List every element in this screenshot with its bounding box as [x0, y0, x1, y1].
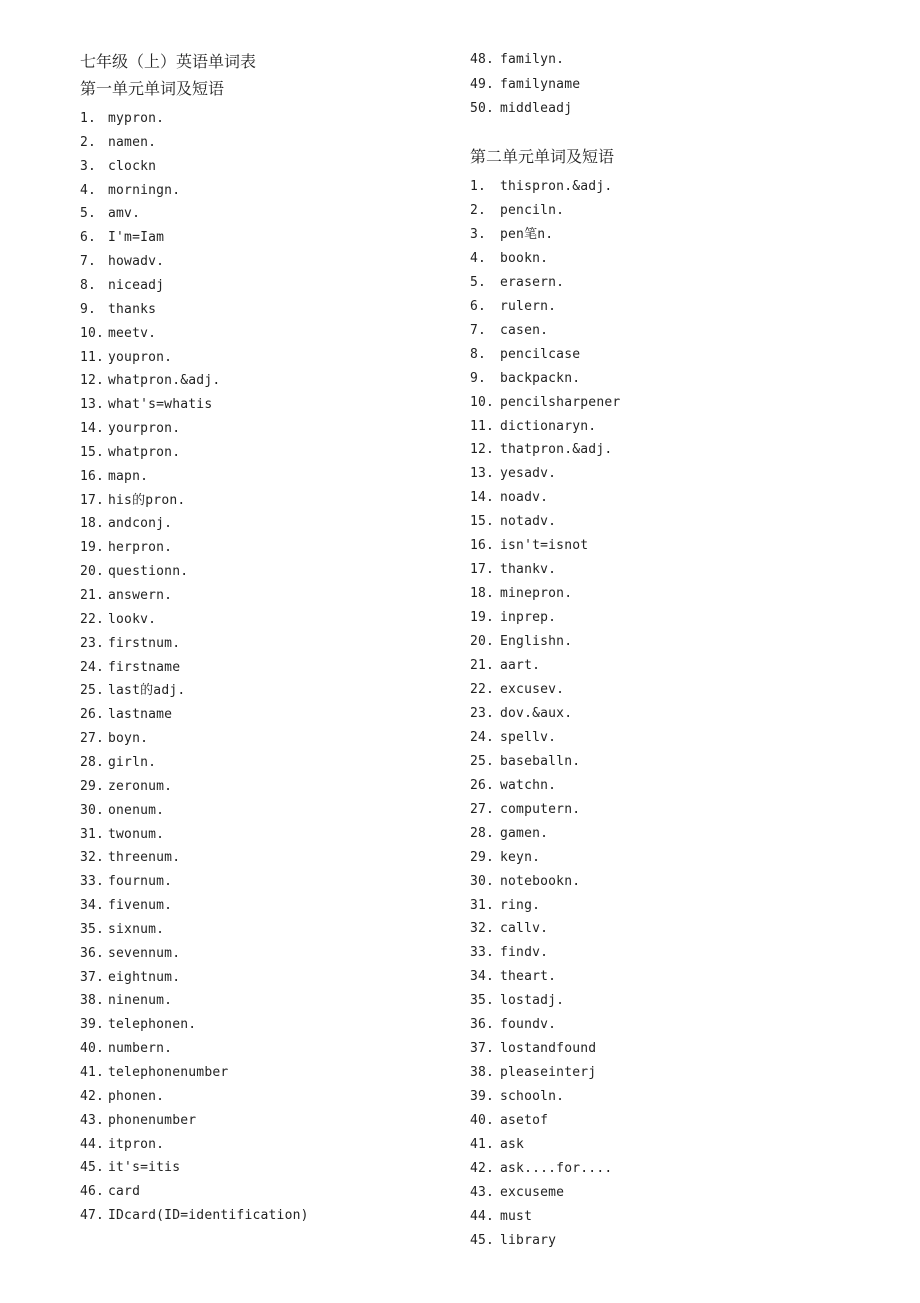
item-number: 49.	[470, 76, 495, 92]
item-word: thankv.	[500, 562, 557, 578]
word-list-item	[470, 1017, 556, 1033]
item-word: thatpron.&adj.	[500, 442, 613, 458]
item-word: minepron.	[500, 586, 573, 602]
word-list-item	[80, 421, 180, 437]
item-number: 11.	[80, 349, 105, 365]
word-list-item	[470, 52, 564, 68]
item-number: 24.	[80, 659, 105, 675]
word-list-item	[80, 898, 172, 914]
item-number: 32.	[80, 850, 105, 866]
item-word: fivenum.	[108, 898, 173, 914]
item-number: 2.	[470, 202, 487, 218]
item-word: mypron.	[108, 111, 165, 126]
item-word: telephonenumber	[108, 1065, 229, 1080]
item-word: notadv.	[500, 514, 557, 530]
item-number: 23.	[80, 635, 105, 651]
word-list-item	[470, 850, 540, 866]
item-number: 38.	[80, 993, 105, 1009]
item-number: 28.	[470, 825, 495, 841]
item-word: dictionaryn.	[500, 418, 597, 434]
item-word: watchn.	[500, 777, 557, 793]
item-number: 12.	[470, 442, 495, 458]
word-list-item	[470, 347, 580, 363]
item-word: lastname	[108, 707, 173, 723]
item-word: fournum.	[108, 874, 173, 890]
word-list-item	[80, 850, 180, 866]
word-list-item	[470, 203, 564, 219]
item-number: 48.	[470, 52, 495, 67]
item-word: yourpron.	[108, 421, 181, 437]
item-number: 43.	[470, 1184, 495, 1200]
word-list-item	[80, 206, 140, 222]
item-word: ring.	[500, 897, 541, 913]
item-word: bookn.	[500, 250, 549, 266]
item-word: theart.	[500, 969, 557, 985]
word-list-item	[470, 395, 620, 411]
word-list-item	[80, 660, 180, 676]
item-number: 30.	[470, 873, 495, 889]
word-list-item	[470, 945, 548, 961]
item-number: 25.	[80, 683, 105, 699]
item-number: 40.	[80, 1041, 105, 1057]
item-word: card	[108, 1184, 141, 1200]
word-list-item	[80, 827, 164, 843]
word-list-item	[80, 612, 156, 628]
word-list-item	[470, 1137, 524, 1153]
item-word: library	[500, 1232, 557, 1248]
word-list-item	[80, 946, 180, 962]
item-number: 6.	[80, 230, 97, 246]
item-number: 44.	[470, 1208, 495, 1224]
item-word: niceadj	[108, 277, 165, 293]
word-list-item	[80, 1089, 164, 1105]
item-number: 41.	[470, 1137, 495, 1152]
item-number: 22.	[470, 681, 495, 697]
word-list-item	[470, 658, 540, 674]
word-list-item	[470, 466, 556, 482]
item-word: middleadj	[500, 101, 573, 116]
item-number: 6.	[470, 298, 487, 314]
word-list-item	[470, 778, 556, 794]
word-list-item	[80, 1041, 172, 1057]
word-list-item	[470, 101, 572, 117]
item-number: 3.	[80, 158, 97, 174]
unit-1-heading: 第一单元单词及短语	[80, 79, 225, 98]
item-number: 33.	[470, 945, 495, 961]
item-number: 25.	[470, 753, 495, 769]
item-number: 15.	[80, 444, 105, 460]
word-list-item	[80, 803, 164, 819]
word-list-item	[470, 227, 553, 243]
word-list-item	[470, 1161, 612, 1177]
item-number: 22.	[80, 611, 105, 627]
word-list-item	[80, 636, 180, 652]
item-number: 43.	[80, 1112, 105, 1128]
item-number: 18.	[470, 586, 495, 602]
item-word: excuseme	[500, 1184, 565, 1200]
item-word: phonen.	[108, 1088, 165, 1104]
item-number: 17.	[80, 492, 105, 508]
item-number: 34.	[470, 969, 495, 985]
item-number: 40.	[470, 1113, 495, 1129]
item-number: 10.	[80, 325, 105, 341]
item-number: 50.	[470, 101, 495, 116]
item-word: casen.	[500, 322, 549, 338]
item-number: 7.	[80, 254, 97, 270]
item-word: excusev.	[500, 681, 565, 697]
word-list-item	[470, 969, 556, 985]
word-list-item	[470, 993, 564, 1009]
item-number: 41.	[80, 1065, 105, 1080]
item-word: dov.&aux.	[500, 705, 573, 721]
item-word: amv.	[108, 206, 141, 222]
item-number: 29.	[80, 778, 105, 794]
item-number: 35.	[470, 993, 495, 1009]
word-list-item	[470, 1209, 532, 1225]
word-list-item	[80, 707, 172, 723]
word-list-item	[80, 350, 172, 366]
word-list-item	[470, 419, 596, 435]
word-list-item	[80, 1017, 196, 1033]
word-list-item	[470, 77, 580, 93]
item-word: clockn	[108, 158, 157, 174]
item-number: 3.	[470, 226, 487, 242]
word-list-item	[470, 754, 580, 770]
item-word: thispron.&adj.	[500, 179, 613, 194]
item-word: inprep.	[500, 610, 557, 626]
word-list-item	[80, 683, 185, 699]
word-list-item	[80, 159, 156, 175]
item-number: 31.	[80, 826, 105, 842]
item-word: must	[500, 1208, 533, 1224]
word-list-item	[80, 993, 172, 1009]
item-word: questionn.	[108, 564, 189, 580]
item-word: pleaseinterj	[500, 1065, 597, 1081]
item-word: gamen.	[500, 825, 549, 841]
item-word: eightnum.	[108, 969, 181, 985]
item-number: 26.	[80, 707, 105, 723]
item-number: 26.	[470, 777, 495, 793]
item-word: phonenumber	[108, 1112, 197, 1128]
item-number: 42.	[80, 1088, 105, 1104]
word-list-item	[80, 1160, 180, 1176]
item-number: 20.	[470, 634, 495, 650]
item-number: 16.	[470, 538, 495, 554]
word-list-item	[80, 254, 164, 270]
item-number: 21.	[470, 658, 495, 673]
item-number: 16.	[80, 468, 105, 484]
word-list-item	[470, 1233, 556, 1249]
item-number: 4.	[470, 250, 487, 266]
item-number: 1.	[80, 111, 97, 126]
word-list-item	[470, 921, 548, 937]
word-list-item	[80, 135, 156, 151]
word-list-item	[80, 397, 212, 413]
word-list-item	[80, 373, 220, 389]
item-word: erasern.	[500, 274, 565, 290]
word-list-item	[470, 634, 572, 650]
item-word: howadv.	[108, 254, 165, 270]
word-list-item	[470, 802, 580, 818]
word-list-item	[470, 586, 572, 602]
item-number: 19.	[470, 610, 495, 626]
item-number: 24.	[470, 729, 495, 745]
item-number: 37.	[470, 1041, 495, 1057]
unit-2-heading: 第二单元单词及短语	[470, 147, 615, 166]
item-number: 15.	[470, 514, 495, 530]
item-number: 38.	[470, 1065, 495, 1081]
item-word: answern.	[108, 588, 173, 603]
word-list-item	[80, 493, 185, 509]
word-list-item	[470, 706, 572, 722]
word-list-item	[470, 874, 580, 890]
item-word: callv.	[500, 921, 549, 937]
word-list-item	[80, 302, 156, 318]
item-number: 1.	[470, 179, 487, 194]
item-word: herpron.	[108, 540, 173, 556]
item-number: 30.	[80, 802, 105, 818]
word-list-item	[470, 251, 548, 267]
item-word: meetv.	[108, 325, 157, 341]
word-list-item	[470, 730, 556, 746]
word-list-item	[80, 469, 148, 485]
item-word: sevennum.	[108, 945, 181, 961]
item-number: 28.	[80, 754, 105, 770]
item-word: spellv.	[500, 729, 557, 745]
item-number: 7.	[470, 322, 487, 338]
word-list-item	[470, 610, 556, 626]
item-word: youpron.	[108, 349, 173, 365]
item-number: 14.	[80, 421, 105, 437]
item-number: 12.	[80, 373, 105, 389]
item-word: twonum.	[108, 826, 165, 842]
item-word: yesadv.	[500, 466, 557, 482]
item-number: 37.	[80, 969, 105, 985]
item-word: what's=whatis	[108, 397, 213, 413]
item-word: boyn.	[108, 731, 149, 747]
word-list-item	[80, 540, 172, 556]
item-number: 33.	[80, 874, 105, 890]
item-word: lostadj.	[500, 993, 565, 1009]
item-number: 39.	[470, 1089, 495, 1105]
word-list-item	[80, 922, 164, 938]
item-word: Englishn.	[500, 634, 573, 650]
item-word: asetof	[500, 1113, 549, 1129]
item-word: morningn.	[108, 182, 181, 198]
word-list-item	[80, 779, 172, 795]
item-word: whatpron.&adj.	[108, 373, 221, 389]
word-list-item	[80, 230, 164, 246]
item-word: itpron.	[108, 1136, 165, 1152]
item-number: 29.	[470, 849, 495, 865]
word-list-item	[470, 490, 548, 506]
word-list-item	[470, 442, 612, 458]
word-list-item	[80, 111, 164, 127]
word-list-item	[80, 1065, 228, 1081]
item-number: 8.	[80, 277, 97, 293]
item-number: 9.	[80, 301, 97, 317]
word-list-item	[80, 1137, 164, 1153]
item-number: 32.	[470, 921, 495, 937]
item-number: 23.	[470, 705, 495, 721]
word-list-item	[470, 1065, 596, 1081]
item-number: 2.	[80, 134, 97, 150]
item-number: 36.	[470, 1017, 495, 1033]
item-word: ask....for....	[500, 1160, 613, 1176]
word-list-item	[470, 323, 548, 339]
word-list-item	[470, 898, 540, 914]
item-word: threenum.	[108, 850, 181, 866]
word-list-item	[470, 682, 564, 698]
item-word: sixnum.	[108, 921, 165, 937]
item-number: 8.	[470, 346, 487, 362]
word-list-item	[80, 874, 172, 890]
item-word: keyn.	[500, 849, 541, 865]
item-word: lookv.	[108, 611, 157, 627]
item-number: 5.	[470, 274, 487, 290]
item-number: 35.	[80, 921, 105, 937]
item-word: pencilsharpener	[500, 394, 621, 410]
item-word: zeronum.	[108, 778, 173, 794]
word-list-item	[80, 564, 188, 580]
item-word: computern.	[500, 801, 581, 817]
word-list-item	[470, 514, 556, 530]
item-word: firstname	[108, 659, 181, 675]
item-number: 45.	[470, 1232, 495, 1248]
item-word: findv.	[500, 945, 549, 961]
word-list-item	[80, 1184, 140, 1200]
item-word: notebookn.	[500, 873, 581, 889]
item-number: 10.	[470, 394, 495, 410]
item-word: it's=itis	[108, 1160, 181, 1176]
item-number: 27.	[80, 731, 105, 747]
item-number: 34.	[80, 898, 105, 914]
item-word: foundv.	[500, 1017, 557, 1033]
item-number: 47.	[80, 1208, 105, 1224]
word-list-item	[470, 1089, 564, 1105]
item-number: 45.	[80, 1160, 105, 1176]
word-list-item	[80, 445, 180, 461]
item-number: 36.	[80, 945, 105, 961]
word-list-item	[470, 371, 580, 387]
item-word: rulern.	[500, 298, 557, 314]
item-word: familyn.	[500, 52, 565, 67]
word-list-item	[470, 1041, 596, 1057]
item-word: schooln.	[500, 1089, 565, 1105]
word-list-item	[80, 1113, 196, 1129]
item-number: 39.	[80, 1017, 105, 1033]
item-word: telephonen.	[108, 1017, 197, 1033]
item-word: penciln.	[500, 202, 565, 218]
item-word: lostandfound	[500, 1041, 597, 1057]
item-word: familyname	[500, 76, 581, 92]
item-word: aart.	[500, 658, 541, 673]
item-word: whatpron.	[108, 444, 181, 460]
word-list-item	[80, 1208, 309, 1224]
word-list-item	[80, 183, 180, 199]
word-list-item	[80, 731, 148, 747]
item-number: 13.	[80, 397, 105, 413]
item-word: noadv.	[500, 490, 549, 506]
word-list-item	[470, 826, 548, 842]
item-number: 42.	[470, 1160, 495, 1176]
item-word: thanks	[108, 301, 157, 317]
item-number: 4.	[80, 182, 97, 198]
item-word: his的pron.	[108, 492, 186, 508]
item-word: ninenum.	[108, 993, 173, 1009]
item-number: 17.	[470, 562, 495, 578]
item-word: namen.	[108, 134, 157, 150]
item-word: baseballn.	[500, 753, 581, 769]
item-word: onenum.	[108, 802, 165, 818]
word-list-item	[470, 275, 564, 291]
item-word: IDcard(ID=identification)	[108, 1208, 309, 1224]
item-word: ask	[500, 1137, 525, 1152]
word-list-item	[80, 588, 172, 604]
item-word: girln.	[108, 754, 157, 770]
word-list-item	[80, 278, 164, 294]
item-number: 9.	[470, 370, 487, 386]
word-list-item	[80, 516, 172, 532]
item-number: 18.	[80, 516, 105, 532]
item-number: 5.	[80, 206, 97, 222]
word-list-item	[470, 179, 612, 195]
item-number: 20.	[80, 564, 105, 580]
word-list-item	[470, 562, 556, 578]
word-list-item	[470, 1113, 548, 1129]
word-list-item	[470, 299, 556, 315]
item-number: 31.	[470, 897, 495, 913]
item-word: I'm=Iam	[108, 230, 165, 246]
item-number: 13.	[470, 466, 495, 482]
item-number: 21.	[80, 588, 105, 603]
item-word: backpackn.	[500, 370, 581, 386]
item-word: isn't=isnot	[500, 538, 589, 554]
item-word: numbern.	[108, 1041, 173, 1057]
item-number: 27.	[470, 801, 495, 817]
item-word: mapn.	[108, 468, 149, 484]
item-word: pencilcase	[500, 346, 581, 362]
word-list-item	[470, 538, 588, 554]
item-number: 44.	[80, 1136, 105, 1152]
word-list-item	[80, 970, 180, 986]
item-number: 46.	[80, 1184, 105, 1200]
document-title: 七年级（上）英语单词表	[80, 52, 257, 71]
item-number: 19.	[80, 540, 105, 556]
word-list-item	[470, 1185, 564, 1201]
item-word: last的adj.	[108, 683, 186, 699]
item-number: 14.	[470, 490, 495, 506]
item-word: pen笔n.	[500, 226, 554, 242]
item-word: firstnum.	[108, 635, 181, 651]
item-word: andconj.	[108, 516, 173, 532]
word-list-item	[80, 326, 156, 342]
word-list-item	[80, 755, 156, 771]
item-number: 11.	[470, 418, 495, 434]
